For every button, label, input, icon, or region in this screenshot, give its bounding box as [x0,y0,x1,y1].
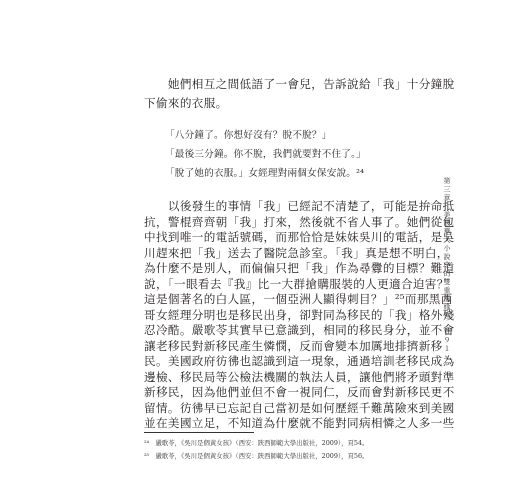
body-line: 這是個著名的白人區，一個亞洲人顯得刺目？」²⁵而那黑西 [144,292,453,306]
running-header: 第三章 美國華人小說中的雙重邊緣性 ０９１ [443,177,451,354]
body-line: 並在美國立足，不知道為什麼就不能對同病相憐之人多一些 [144,416,455,430]
body-line: 留情。彷彿早已忘記自己當初是如何歷經千難萬險來到美國 [144,400,455,415]
footnote: ²⁵ 嚴歌苓，《吳川是個黃女孩》（西安：陝西師範大學出版社，2009），頁56。 [144,452,369,460]
body-line: 中找到唯一的電話號碼，而那恰恰是妹妹吳川的電話，是吳 [144,230,455,244]
quote-line: 「八分鐘了。你想好沒有？脫不脫？」 [165,130,332,141]
body-line: 新移民，因為他們並但不會一視同仁，反而會對新移民更不 [144,385,455,399]
body-line: 哥女經理分明也是移民出身，卻對同為移民的「我」格外殘 [144,307,455,322]
quote-line: 「最後三分鐘。你不脫，我們就要對不住了。」 [165,149,366,160]
footnote-divider [144,432,254,433]
footnote: ²⁴ 嚴歌苓，《吳川是個黃女孩》（西安：陝西師範大學出版社，2009），頁54。 [144,439,369,447]
body-line: 下偷來的衣服。 [144,96,228,110]
body-line: 川趕來把「我」送去了醫院急診室。「我」真是想不明白， [144,245,449,260]
quote-line: 「脫了她的衣服。」女經理對兩個女保安說。²⁴ [165,168,365,179]
body-line: 民。美國政府彷彿也認識到這一現象，通過培訓老移民成為 [144,354,455,368]
body-line: 為什麼不是別人，而偏偏只把「我」作為尋釁的目標？難道 [144,261,455,275]
body-line: 讓老移民對新移民產生憐憫，反而會變本加厲地排擠新移 [144,338,443,353]
body-line: 以後發生的事情「我」已經記不清楚了，可能是拚命抵 [144,199,455,213]
body-line: 抗，警棍齊齊朝「我」打來，然後就不省人事了。她們從包 [144,214,455,229]
body-line: 她們相互之間低語了一會兒，告訴說給「我」十分鐘脫 [144,77,455,91]
body-line: 忍冷酷。嚴歌苓其實早已意識到，相同的移民身分，並不會 [144,323,455,337]
body-line: 說，「一眼看去『我』比一大群搶購服裝的人更適合迫害？ [144,276,449,291]
body-line: 邊檢、移民局等公檢法機關的執法人員，讓他們將矛頭對準 [144,369,455,384]
